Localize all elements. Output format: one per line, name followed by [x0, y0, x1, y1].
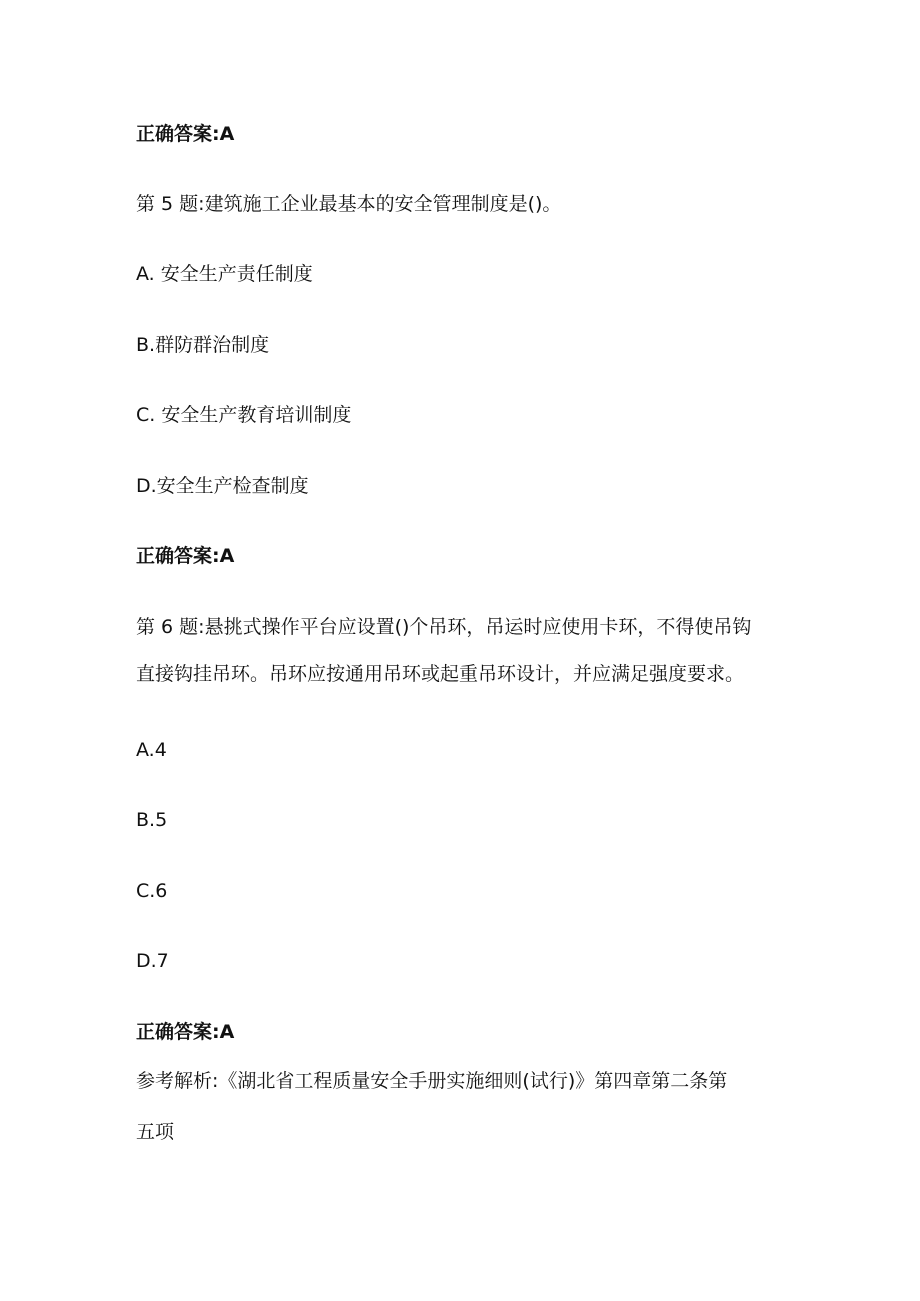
question-6-option-c: C.6: [136, 880, 168, 902]
answer-line: 正确答案:A: [136, 123, 235, 145]
question-6-stem-line-2: 直接钩挂吊环。吊环应按通用吊环或起重吊环设计，并应满足强度要求。: [136, 663, 745, 685]
question-5-stem: 第 5 题:建筑施工企业最基本的安全管理制度是()。: [136, 193, 562, 215]
question-5-option-d: D.安全生产检查制度: [136, 475, 309, 497]
question-6-option-a: A.4: [136, 739, 167, 761]
question-5-option-a: A. 安全生产责任制度: [136, 263, 313, 285]
question-6-explanation-line-1: 参考解析:《湖北省工程质量安全手册实施细则(试行)》第四章第二条第: [136, 1070, 728, 1092]
question-5-option-c: C. 安全生产教育培训制度: [136, 404, 352, 426]
question-6-option-b: B.5: [136, 809, 168, 831]
question-6-explanation-line-2: 五项: [136, 1121, 175, 1143]
question-5-option-b: B.群防群治制度: [136, 334, 270, 356]
question-6-option-d: D.7: [136, 950, 169, 972]
question-6-answer: 正确答案:A: [136, 1021, 235, 1043]
question-6-stem-line-1: 第 6 题:悬挑式操作平台应设置()个吊环，吊运时应使用卡环，不得使吊钩: [136, 616, 752, 638]
question-5-answer: 正确答案:A: [136, 545, 235, 567]
